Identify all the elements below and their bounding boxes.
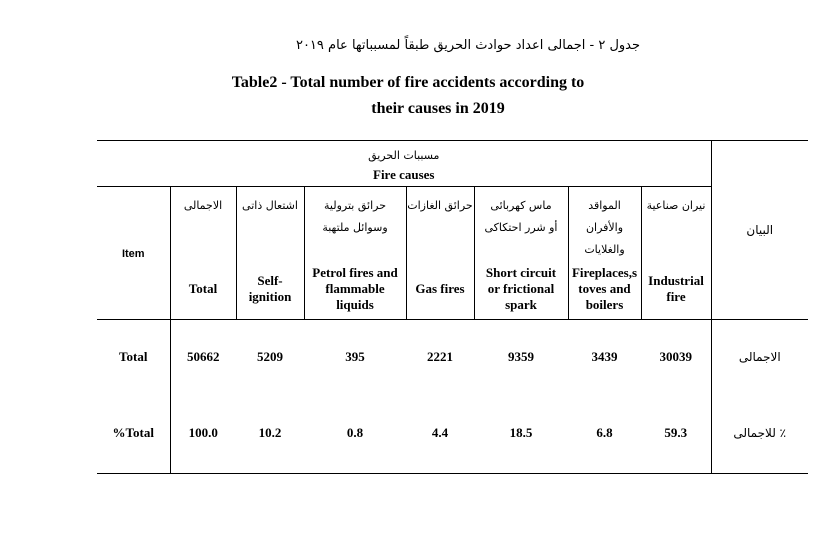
row-label-english — [97, 394, 170, 474]
column-header-self-english: Self- ignition — [248, 273, 292, 304]
item-header-arabic: البيان — [746, 223, 774, 237]
column-header-total-arabic: الاجمالى — [183, 199, 223, 212]
column-header-fire-arabic: المواقد والأفران — [585, 199, 624, 234]
column-header-short-arabic-line2: أو شرر احتكاكى — [484, 221, 558, 234]
item-header-cell — [97, 187, 170, 320]
column-header-petrol-arabic-line2: وسوائل ملتهبة — [322, 221, 388, 234]
row-label-english-text: %Total — [112, 425, 154, 441]
column-header-self-arabic: اشتعال ذاتى — [242, 199, 298, 212]
table-cell-fire: 6.8 — [568, 394, 641, 474]
table-cell-total: 50662 — [187, 348, 220, 364]
table-title-line-1: Table2 - Total number of fire accidents according to — [231, 74, 585, 91]
row-label-arabic-text: للاجمالى ٪ — [733, 426, 787, 441]
table-cell-industrial: 59.3 — [641, 394, 711, 474]
column-header-industrial — [641, 187, 711, 320]
table-cell-industrial: 30039 — [659, 348, 692, 364]
row-label-arabic — [711, 394, 808, 474]
fire-causes-table — [97, 140, 808, 474]
table-cell-petrol: 395 — [345, 348, 365, 364]
column-header-petrol-arabic: حرائق بترولية — [324, 199, 386, 212]
table-title-english — [0, 70, 816, 122]
column-header-row — [97, 187, 808, 320]
table-cell-petrol: 0.8 — [304, 394, 406, 474]
row-label-english-text: Total — [119, 348, 148, 364]
table-title-line-2: their causes in 2019 — [371, 100, 505, 117]
column-header-short-arabic: ماس كهربائى — [490, 199, 552, 212]
table-cell-fire: 3439 — [591, 348, 618, 364]
column-header-fire — [568, 187, 641, 320]
column-header-fire-arabic-line2: والغلايات — [584, 243, 625, 256]
column-header-self — [236, 187, 304, 320]
table-cell-self: 10.2 — [236, 394, 304, 474]
table-cell-total: 100.0 — [170, 394, 236, 474]
row-label-arabic — [711, 320, 808, 394]
table-row-percent — [97, 394, 808, 474]
column-header-industrial-arabic: نيران صناعية — [646, 199, 706, 212]
row-label-english — [97, 320, 170, 394]
table-cell-gas: 2221 — [427, 348, 453, 364]
row-label-arabic-text: الاجمالى — [738, 349, 781, 364]
item-header-english: Item — [121, 248, 145, 260]
group-header-cell — [97, 141, 711, 187]
column-header-industrial-english: Industrial fire — [648, 273, 704, 304]
table-cell-short: 18.5 — [474, 394, 568, 474]
column-header-gas-arabic: حرائق الغازات — [407, 199, 473, 212]
group-header-english: Fire causes — [373, 166, 435, 182]
table-cell-self: 5209 — [257, 348, 283, 364]
column-header-short — [474, 187, 568, 320]
column-header-petrol-english: Petrol fires and flammable liquids — [312, 265, 398, 312]
column-header-short-english: Short circuit or frictional spark — [485, 265, 557, 312]
column-header-gas-english: Gas fires — [415, 281, 465, 296]
column-header-petrol — [304, 187, 406, 320]
column-header-total-english: Total — [188, 281, 218, 296]
column-header-fire-english: Fireplaces,s toves and boilers — [571, 265, 638, 312]
table-title-arabic: جدول ٢ - اجمالى اعداد حوادث الحريق طبقاً لمسبباتها عام ٢٠١٩ — [295, 38, 641, 53]
column-header-total — [170, 187, 236, 320]
group-header-arabic: مسببات الحريق — [368, 148, 440, 162]
table-cell-short: 9359 — [508, 348, 534, 364]
table-cell-gas: 4.4 — [406, 394, 474, 474]
column-header-gas — [406, 187, 474, 320]
table-row-total — [97, 320, 808, 394]
item-header-arabic-cell — [711, 141, 808, 320]
